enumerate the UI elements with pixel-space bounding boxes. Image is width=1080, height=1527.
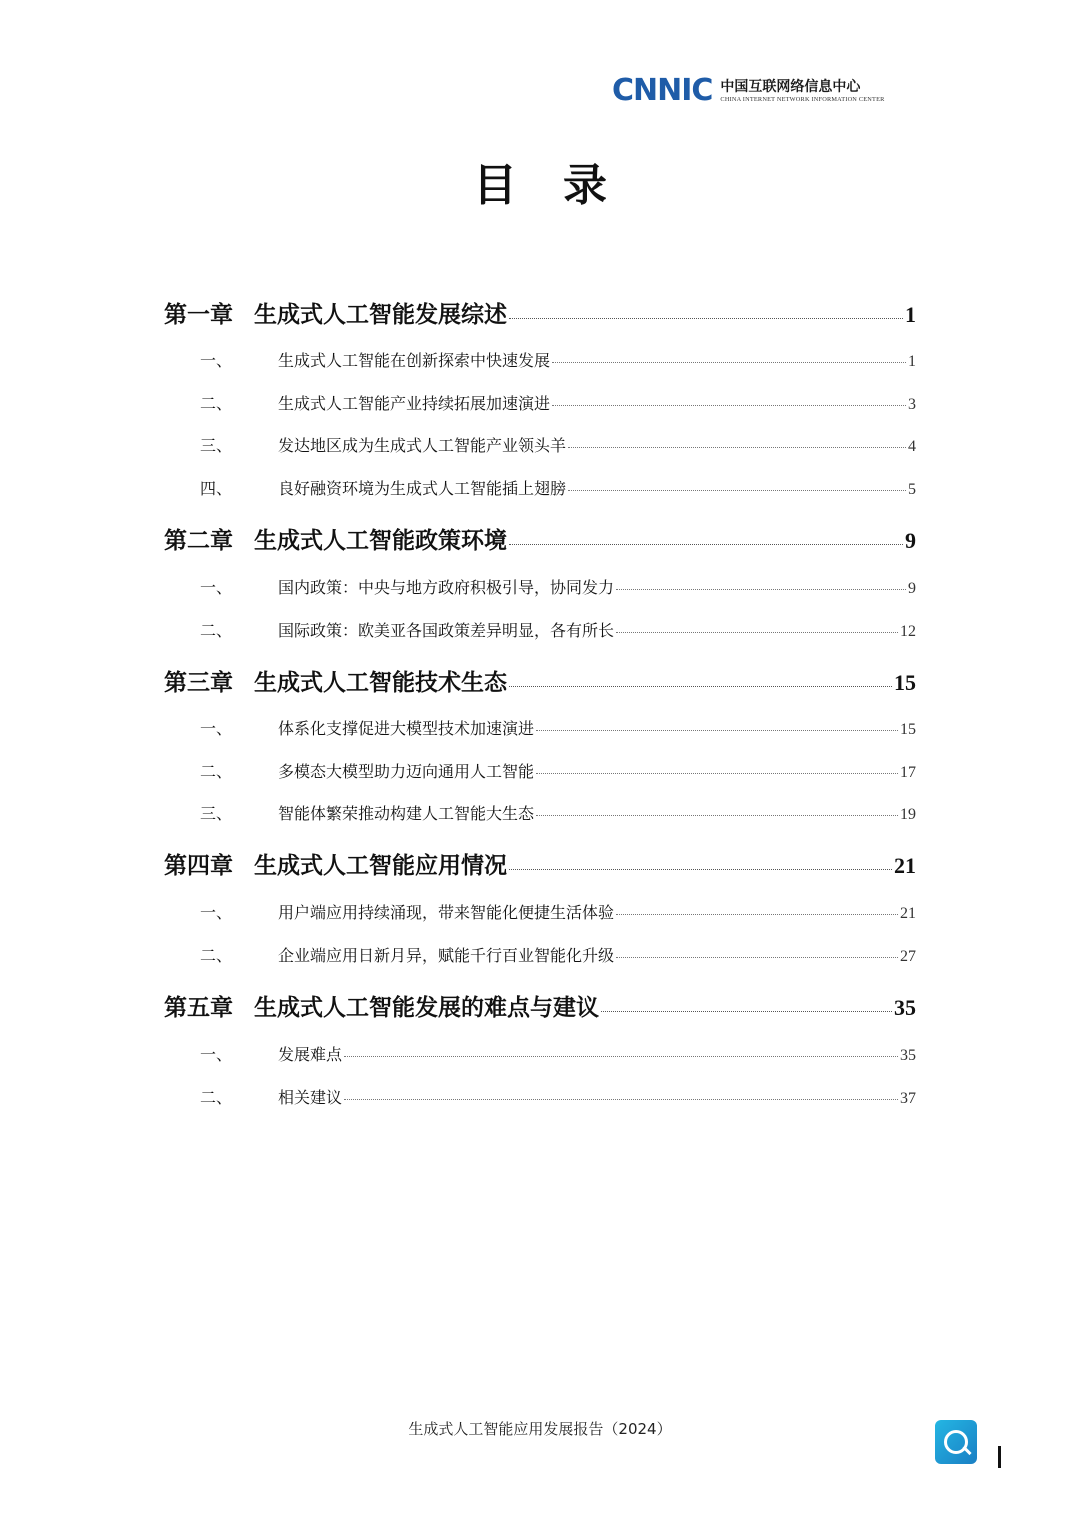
section-number: 四、 — [200, 479, 233, 498]
toc-section[interactable] — [200, 716, 916, 739]
page-title: 目录 — [473, 160, 653, 211]
toc-section[interactable] — [200, 801, 916, 824]
section-number: 三、 — [200, 804, 233, 823]
dot-leader — [616, 914, 898, 915]
section-number: 一、 — [200, 351, 233, 370]
section-page: 9 — [908, 580, 916, 597]
dot-leader — [552, 362, 906, 363]
section-page: 3 — [908, 396, 916, 413]
dot-leader — [509, 318, 903, 319]
chapter-title: 生成式人工智能政策环境 — [254, 528, 507, 554]
section-number: 二、 — [200, 621, 233, 640]
section-title: 相关建议 — [278, 1088, 343, 1107]
dot-leader — [509, 869, 892, 870]
org-name-cn: 中国互联网络信息中心 — [720, 78, 861, 95]
chapter-number: 第二章 — [164, 528, 233, 554]
section-number: 三、 — [200, 436, 233, 455]
toc-chapter[interactable] — [164, 989, 916, 1022]
toc-chapter[interactable] — [164, 296, 916, 329]
section-page: 19 — [900, 806, 916, 823]
cnnic-logo — [612, 73, 885, 108]
dot-leader — [509, 544, 903, 545]
section-page: 27 — [900, 948, 916, 965]
cnnic-logo-mark: CNNIC — [612, 73, 713, 108]
chapter-page: 35 — [894, 995, 916, 1020]
chapter-page: 1 — [905, 302, 916, 327]
chapter-title: 生成式人工智能技术生态 — [254, 670, 507, 696]
dot-leader — [536, 815, 898, 816]
section-title: 用户端应用持续涌现，带来智能化便捷生活体验 — [278, 903, 615, 922]
toc-section[interactable] — [200, 348, 916, 371]
section-title: 智能体繁荣推动构建人工智能大生态 — [278, 804, 535, 823]
toc-section[interactable] — [200, 900, 916, 923]
section-title: 体系化支撑促进大模型技术加速演进 — [278, 719, 535, 738]
section-page: 35 — [900, 1047, 916, 1064]
section-title: 生成式人工智能在创新探索中快速发展 — [278, 351, 551, 370]
toc-section[interactable] — [200, 575, 916, 598]
footer-report-title: 生成式人工智能应用发展报告（2024） — [408, 1420, 672, 1438]
toc-chapter[interactable] — [164, 847, 916, 880]
section-page: 17 — [900, 764, 916, 781]
dot-leader — [568, 490, 906, 491]
section-number: 一、 — [200, 903, 233, 922]
chapter-title: 生成式人工智能应用情况 — [254, 853, 507, 879]
chapter-page: 21 — [894, 853, 916, 878]
section-title: 国际政策：欧美亚各国政策差异明显，各有所长 — [278, 621, 615, 640]
dot-leader — [536, 773, 898, 774]
org-name — [720, 79, 884, 104]
section-title: 发展难点 — [278, 1045, 343, 1064]
section-number: 一、 — [200, 719, 233, 738]
section-number: 二、 — [200, 946, 233, 965]
chapter-number: 第三章 — [164, 670, 233, 696]
dot-leader — [616, 632, 898, 633]
chapter-page: 15 — [894, 670, 916, 695]
section-title: 发达地区成为生成式人工智能产业领头羊 — [278, 436, 567, 455]
section-page: 4 — [908, 438, 916, 455]
section-title: 企业端应用日新月异，赋能千行百业智能化升级 — [278, 946, 615, 965]
chapter-number: 第五章 — [164, 995, 233, 1021]
section-page: 1 — [908, 353, 916, 370]
section-title: 生成式人工智能产业持续拓展加速演进 — [278, 394, 551, 413]
org-name-en: CHINA INTERNET NETWORK INFORMATION CENTER — [720, 95, 885, 103]
chapter-title: 生成式人工智能发展的难点与建议 — [254, 995, 599, 1021]
toc-section[interactable] — [200, 433, 916, 456]
section-page: 12 — [900, 623, 916, 640]
toc-section[interactable] — [200, 1042, 916, 1065]
toc-section[interactable] — [200, 943, 916, 966]
dot-leader — [616, 589, 906, 590]
section-page: 37 — [900, 1090, 916, 1107]
section-number: 一、 — [200, 578, 233, 597]
magnifier-icon — [935, 1420, 977, 1464]
dot-leader — [616, 957, 898, 958]
dot-leader — [344, 1056, 898, 1057]
section-page: 5 — [908, 481, 916, 498]
section-number: 二、 — [200, 1088, 233, 1107]
dot-leader — [568, 447, 906, 448]
dot-leader — [536, 730, 898, 731]
toc-section[interactable] — [200, 476, 916, 499]
toc-section[interactable] — [200, 759, 916, 782]
section-number: 一、 — [200, 1045, 233, 1064]
chapter-number: 第四章 — [164, 853, 233, 879]
section-page: 21 — [900, 905, 916, 922]
section-page: 15 — [900, 721, 916, 738]
dot-leader — [552, 405, 906, 406]
section-title: 良好融资环境为生成式人工智能插上翅膀 — [278, 479, 567, 498]
dot-leader — [509, 686, 892, 687]
chapter-title: 生成式人工智能发展综述 — [254, 302, 507, 328]
section-title: 多模态大模型助力迈向通用人工智能 — [278, 762, 535, 781]
chapter-page: 9 — [905, 528, 916, 553]
toc-section[interactable] — [200, 391, 916, 414]
toc-section[interactable] — [200, 618, 916, 641]
chapter-number: 第一章 — [164, 302, 233, 328]
section-title: 国内政策：中央与地方政府积极引导，协同发力 — [278, 578, 615, 597]
toc-chapter[interactable] — [164, 664, 916, 697]
section-number: 二、 — [200, 762, 233, 781]
toc-chapter[interactable] — [164, 522, 916, 555]
dot-leader — [601, 1011, 892, 1012]
dot-leader — [344, 1099, 898, 1100]
section-number: 二、 — [200, 394, 233, 413]
page-number-roman-i — [998, 1446, 1001, 1468]
toc-section[interactable] — [200, 1085, 916, 1108]
